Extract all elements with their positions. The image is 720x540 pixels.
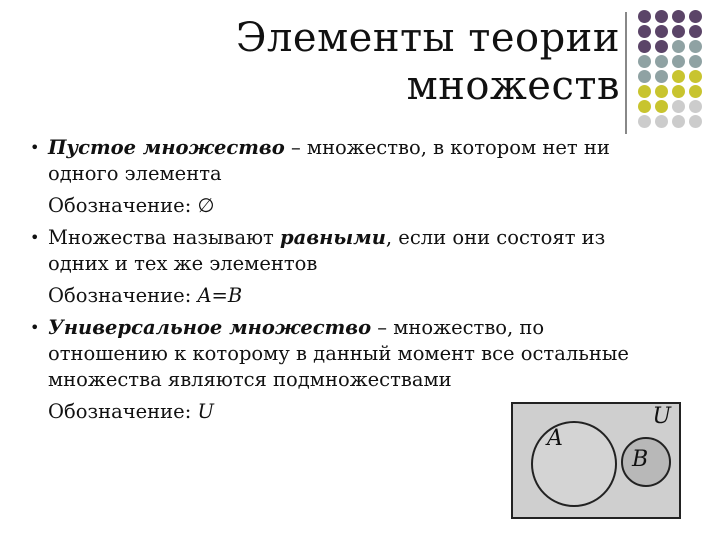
decorative-dot xyxy=(638,70,651,83)
decorative-dot xyxy=(655,85,668,98)
decorative-dot xyxy=(672,85,685,98)
bullet-equal-sets xyxy=(28,225,698,251)
decorative-dot xyxy=(638,10,651,23)
bullet-1-text: – множество, в котором нет ни xyxy=(284,136,610,159)
decorative-dot xyxy=(672,100,685,113)
decorative-dot xyxy=(672,40,685,53)
decorative-dot xyxy=(689,40,702,53)
decorative-dot xyxy=(638,40,651,53)
bullet-2-lead: Множества называют xyxy=(48,226,281,249)
decorative-dot xyxy=(672,70,685,83)
decorative-dot xyxy=(655,40,668,53)
slide-title xyxy=(236,14,620,110)
notation-2-symbol: A=B xyxy=(197,284,243,307)
set-a-circle xyxy=(531,421,617,507)
set-b-label: B xyxy=(632,447,649,472)
bullet-3-text: – множество, по xyxy=(371,316,545,339)
decorative-dot xyxy=(689,85,702,98)
decorative-dot xyxy=(655,100,668,113)
venn-diagram xyxy=(511,402,681,519)
notation-3-label: Обозначение: xyxy=(48,400,198,423)
decorative-dot xyxy=(689,70,702,83)
decorative-dot xyxy=(655,25,668,38)
decorative-dot xyxy=(672,55,685,68)
term-universal-set: Универсальное множество xyxy=(48,316,372,339)
title-divider xyxy=(625,12,627,134)
bullet-2-text: , если они состоят из xyxy=(385,226,606,249)
decorative-dot xyxy=(672,10,685,23)
bullet-2-continuation: одних и тех же элементов xyxy=(48,252,318,275)
decorative-dot xyxy=(638,115,651,128)
decorative-dot xyxy=(638,55,651,68)
decorative-dot xyxy=(689,100,702,113)
term-equal: равными xyxy=(280,226,386,249)
bullet-1-continuation: одного элемента xyxy=(48,162,222,185)
decorative-dot xyxy=(655,55,668,68)
decorative-dot xyxy=(689,55,702,68)
decorative-dot xyxy=(638,25,651,38)
bullet-3-continuation-1: отношению к которому в данный момент все остальные xyxy=(48,342,629,365)
decorative-dot xyxy=(655,115,668,128)
decorative-dot xyxy=(638,85,651,98)
notation-1-label: Обозначение: xyxy=(48,194,198,217)
title-line-1: Элементы теории xyxy=(235,15,620,61)
decorative-dot xyxy=(655,10,668,23)
universe-label: U xyxy=(652,404,671,429)
decorative-dot xyxy=(672,115,685,128)
notation-2 xyxy=(28,283,698,309)
decorative-dot xyxy=(672,25,685,38)
term-empty-set: Пустое множество xyxy=(48,136,285,159)
decorative-dot xyxy=(638,100,651,113)
set-a-label: A xyxy=(547,426,563,451)
empty-set-symbol: ∅ xyxy=(197,194,215,217)
bullet-empty-set xyxy=(28,135,698,161)
notation-2-label: Обозначение: xyxy=(48,284,198,307)
bullet-universal-set xyxy=(28,315,698,341)
title-line-2: множеств xyxy=(406,63,620,109)
decorative-dot xyxy=(689,115,702,128)
bullet-3-continuation-2: множества являются подмножествами xyxy=(48,368,452,391)
slide-content xyxy=(28,135,698,425)
decorative-dot xyxy=(689,25,702,38)
notation-3-symbol: U xyxy=(197,400,214,423)
decorative-dot xyxy=(689,10,702,23)
notation-1 xyxy=(28,193,698,219)
decorative-dot xyxy=(655,70,668,83)
